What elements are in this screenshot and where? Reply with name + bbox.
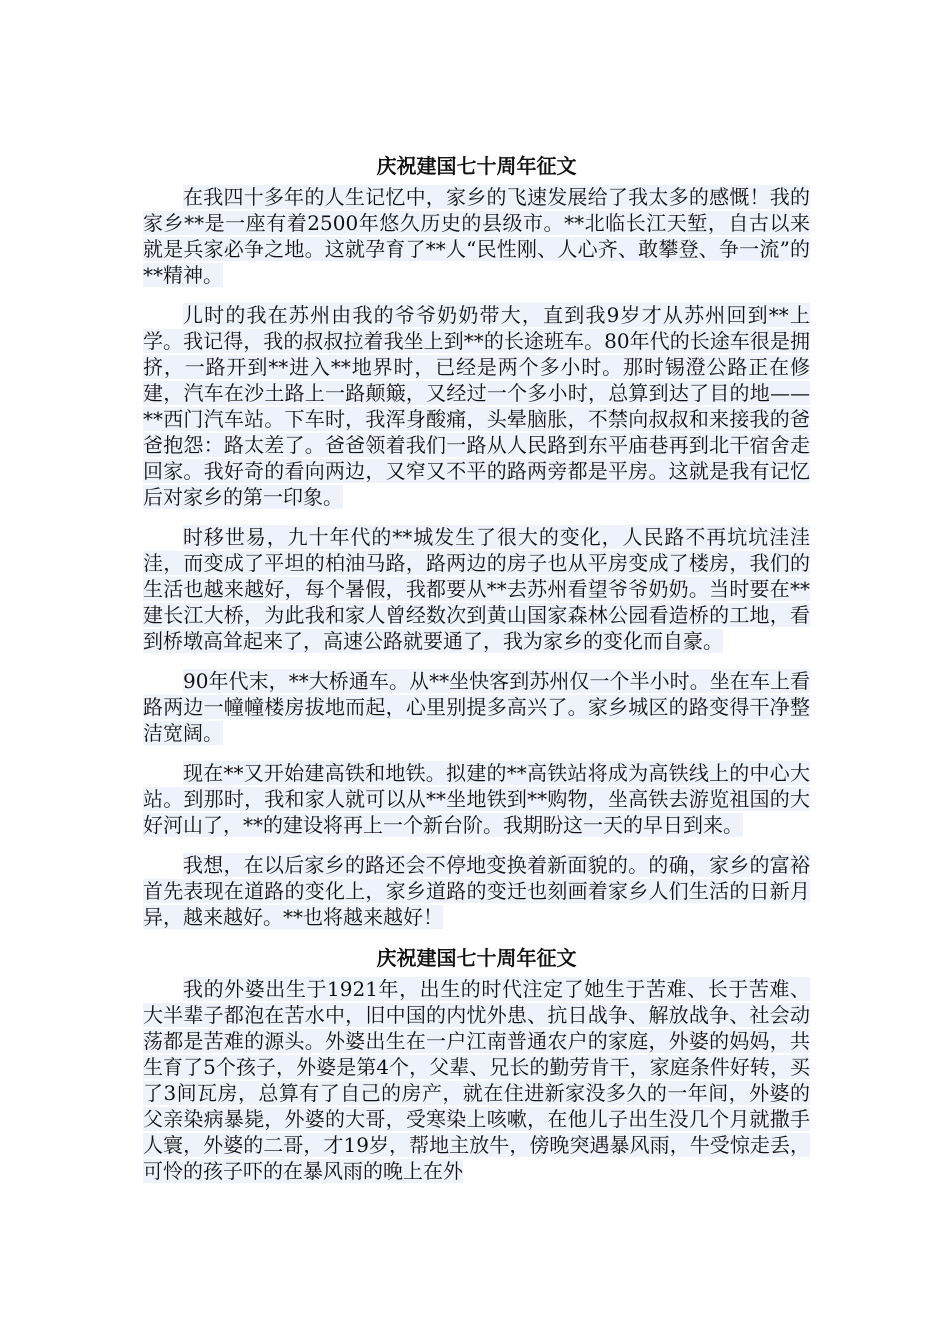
paragraph bbox=[143, 184, 810, 288]
paragraph-text: 我想，在以后家乡的路还会不停地变换着新面貌的。的确，家乡的富裕首先表现在道路的变化上，家乡道路的变迁也刻画着家乡人们生活的日新月异，越来越好。**也将越来越好！ bbox=[143, 853, 810, 929]
paragraph-text: 现在**又开始建高铁和地铁。拟建的**高铁站将成为高铁线上的中心大站。到那时，我和家人就可以从**坐地铁到**购物，坐高铁去游览祖国的大好河山了，**的建设将再上一个新台阶。我期盼这一天的早日到来。 bbox=[143, 761, 810, 837]
paragraph-text: 在我四十多年的人生记忆中，家乡的飞速发展给了我太多的感慨！我的家乡**是一座有着2500年悠久历史的县级市。**北临长江天堑，自古以来就是兵家必争之地。这就孕育了**人“民性刚、人心齐、敢攀登、争一流”的**精神。 bbox=[143, 185, 810, 287]
paragraph-text: 90年代末，**大桥通车。从**坐快客到苏州仅一个半小时。坐在车上看路两边一幢幢楼房拔地而起，心里别提多高兴了。家乡城区的路变得干净整洁宽阔。 bbox=[143, 669, 810, 745]
essay-title: 庆祝建国七十周年征文 bbox=[376, 946, 577, 970]
paragraph-text: 儿时的我在苏州由我的爷爷奶奶带大，直到我9岁才从苏州回到**上学。我记得，我的叔叔拉着我坐上到**的长途班车。80年代的长途车很是拥挤，一路开到**进入**地界时，已经是两个多小时。那时锡澄公路正在修建，汽车在沙土路上一路颠簸，又经过一个多小时，总算到达了目的地——**西门汽车站。下车时，我浑身酸痛，头晕脑胀，不禁向叔叔和来接我的爸爸抱怨：路太差了。爸爸领着我们一路从人民路到东平庙巷再到北干宿舍走回家。我好奇的看向两边，又窄又不平的路两旁都是平房。这就是我有记忆后对家乡的第一印象。 bbox=[143, 303, 810, 509]
paragraph bbox=[143, 852, 810, 930]
paragraph-text: 时移世易，九十年代的**城发生了很大的变化，人民路不再坑坑洼洼洼，而变成了平坦的柏油马路，路两边的房子也从平房变成了楼房，我们的生活也越来越好，每个暑假，我都要从**去苏州看望爷爷奶奶。当时要在**建长江大桥，为此我和家人曾经数次到黄山国家森林公园看造桥的工地，看到桥墩高耸起来了，高速公路就要通了，我为家乡的变化而自豪。 bbox=[143, 525, 810, 653]
paragraph-text: 我的外婆出生于1921年，出生的时代注定了她生于苦难、长于苦难、大半辈子都泡在苦水中，旧中国的内忧外患、抗日战争、解放战争、社会动荡都是苦难的源头。外婆出生在一户江南普通农户的家庭，外婆的妈妈，共生育了5个孩子，外婆是第4个，父辈、兄长的勤劳肯干，家庭条件好转，买了3间瓦房，总算有了自己的房产，就在住进新家没多久的一年间，外婆的父亲染病暴毙，外婆的大哥，受寒染上咳嗽，在他儿子出生没几个月就撒手人寰，外婆的二哥，才19岁，帮地主放牛，傍晚突遇暴风雨，牛受惊走丢，可怜的孩子吓的在暴风雨的晚上在外 bbox=[143, 977, 810, 1183]
paragraph bbox=[143, 976, 810, 1184]
paragraph bbox=[143, 524, 810, 654]
paragraph bbox=[143, 760, 810, 838]
paragraph bbox=[143, 668, 810, 746]
paragraph bbox=[143, 302, 810, 510]
essay-title: 庆祝建国七十周年征文 bbox=[376, 154, 577, 178]
